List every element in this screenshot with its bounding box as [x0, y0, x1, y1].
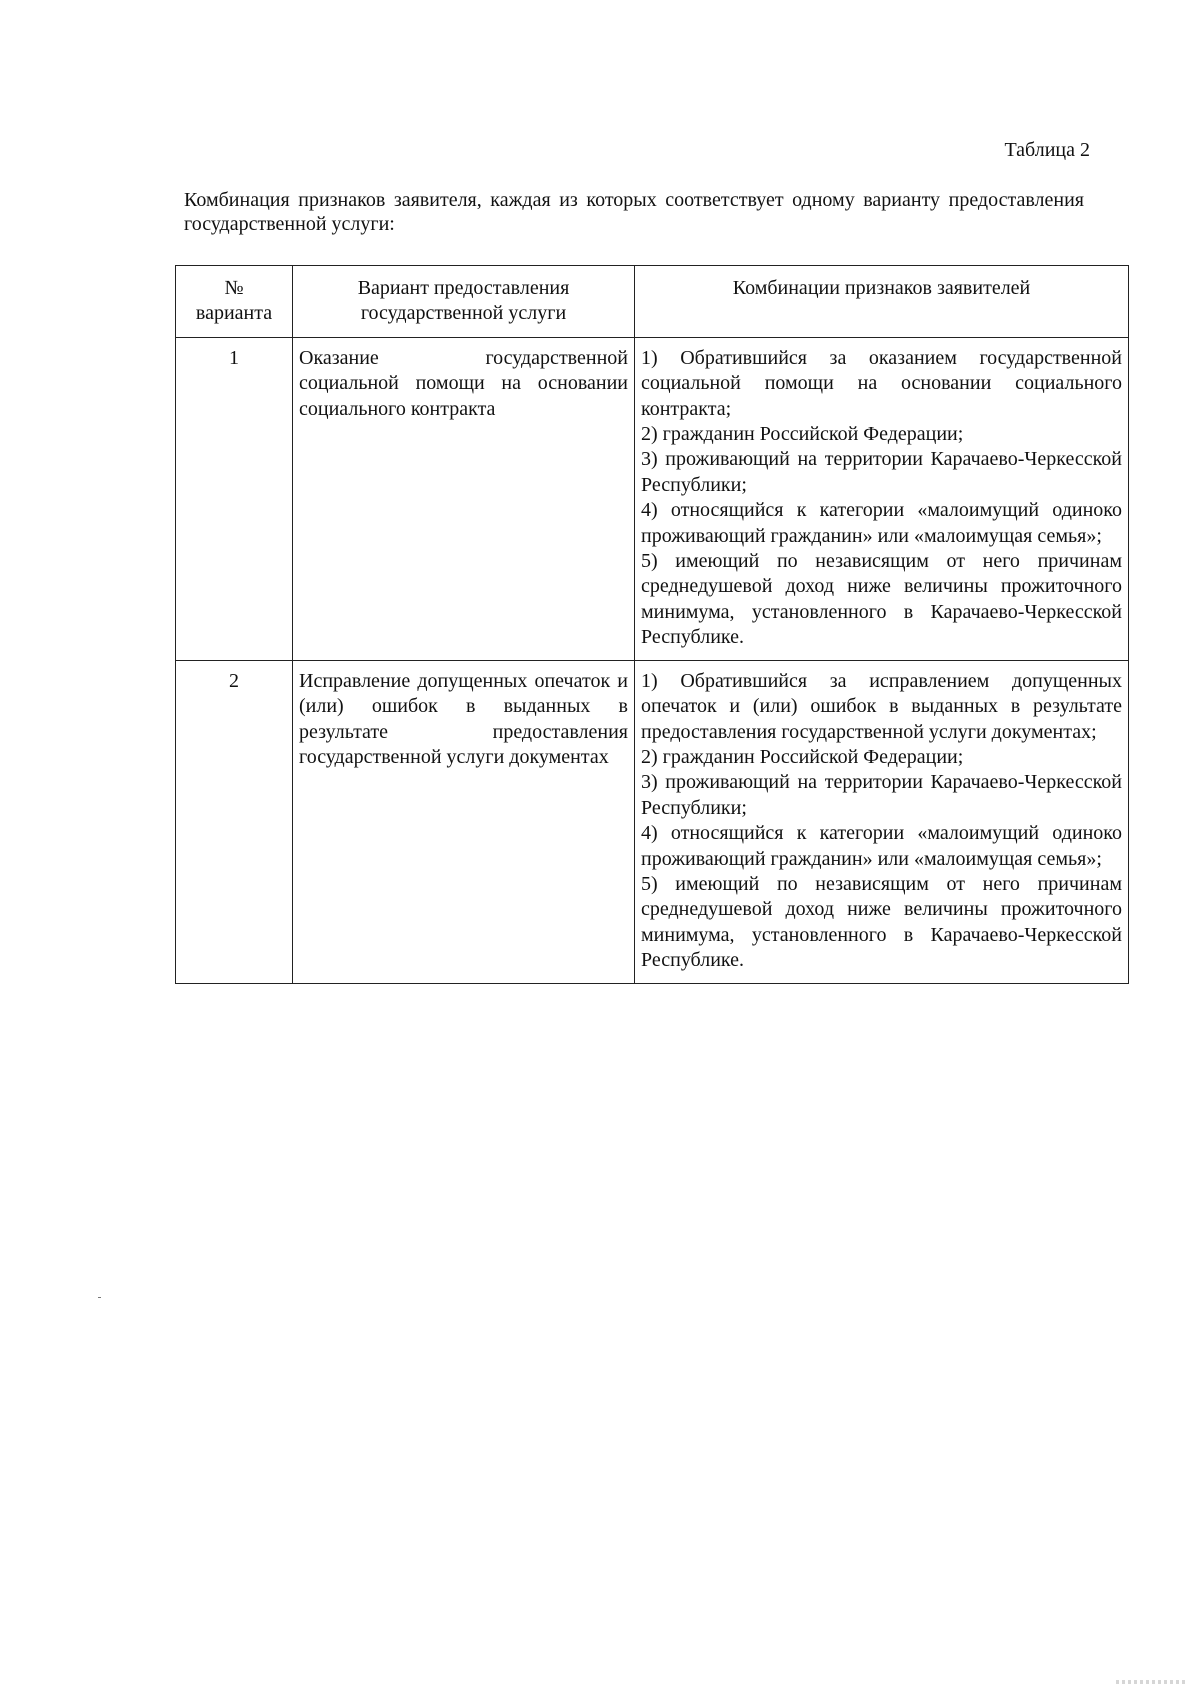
intro-paragraph: Комбинация признаков заявителя, каждая из которых соответствует одному варианту предоставления государственной услуги:: [184, 189, 1084, 235]
table-header-row: [176, 266, 1129, 338]
table-label: Таблица 2: [1004, 139, 1090, 161]
applicant-combinations-table: [175, 265, 1129, 984]
criterion-item: 4) относящийся к категории «малоимущий одиноко проживающий гражданин» или «малоимущая семья»;: [641, 822, 1122, 870]
header-variant: Вариант предоставления государственной услуги: [293, 266, 635, 338]
criterion-item: 3) проживающий на территории Карачаево-Черкесской Республики;: [641, 771, 1122, 819]
criterion-item: 5) имеющий по независящим от него причинам среднедушевой доход ниже величины прожиточного минимума, установленного в Карачаево-Черкесской Республике.: [641, 872, 1122, 972]
criterion-item: 2) гражданин Российской Федерации;: [641, 745, 964, 768]
criterion-item: 1) Обратившийся за оказанием государственной социальной помощи на основании социального контракта;: [641, 346, 1122, 420]
criterion-item: 4) относящийся к категории «малоимущий одиноко проживающий гражданин» или «малоимущая семья»;: [641, 499, 1122, 547]
variant-number-cell: 2: [176, 660, 293, 983]
variant-description-cell: Исправление допущенных опечаток и (или) ошибок в выданных в результате предоставления государственной услуги документах: [293, 660, 635, 983]
header-variant-number: № варианта: [176, 266, 293, 338]
criterion-item: 5) имеющий по независящим от него причинам среднедушевой доход ниже величины прожиточного минимума, установленного в Карачаево-Черкесской Республике.: [641, 550, 1122, 649]
variant-number-cell: 1: [176, 337, 293, 660]
criterion-item: 1) Обратившийся за исправлением допущенных опечаток и (или) ошибок в выданных в результате предоставления государственной услуги документах;: [641, 669, 1122, 743]
criteria-cell: [635, 660, 1129, 983]
table-row: [176, 337, 1129, 660]
criteria-cell: [635, 337, 1129, 660]
variant-description-cell: Оказание государственной социальной помощи на основании социального контракта: [293, 337, 635, 660]
scan-artifact-mark: [1116, 1680, 1186, 1684]
scan-artifact-dot: [98, 1297, 101, 1298]
criterion-item: 3) проживающий на территории Карачаево-Черкесской Республики;: [641, 448, 1122, 496]
criterion-item: 2) гражданин Российской Федерации;: [641, 423, 964, 446]
table-row: [176, 660, 1129, 983]
header-combinations: Комбинации признаков заявителей: [635, 266, 1129, 338]
